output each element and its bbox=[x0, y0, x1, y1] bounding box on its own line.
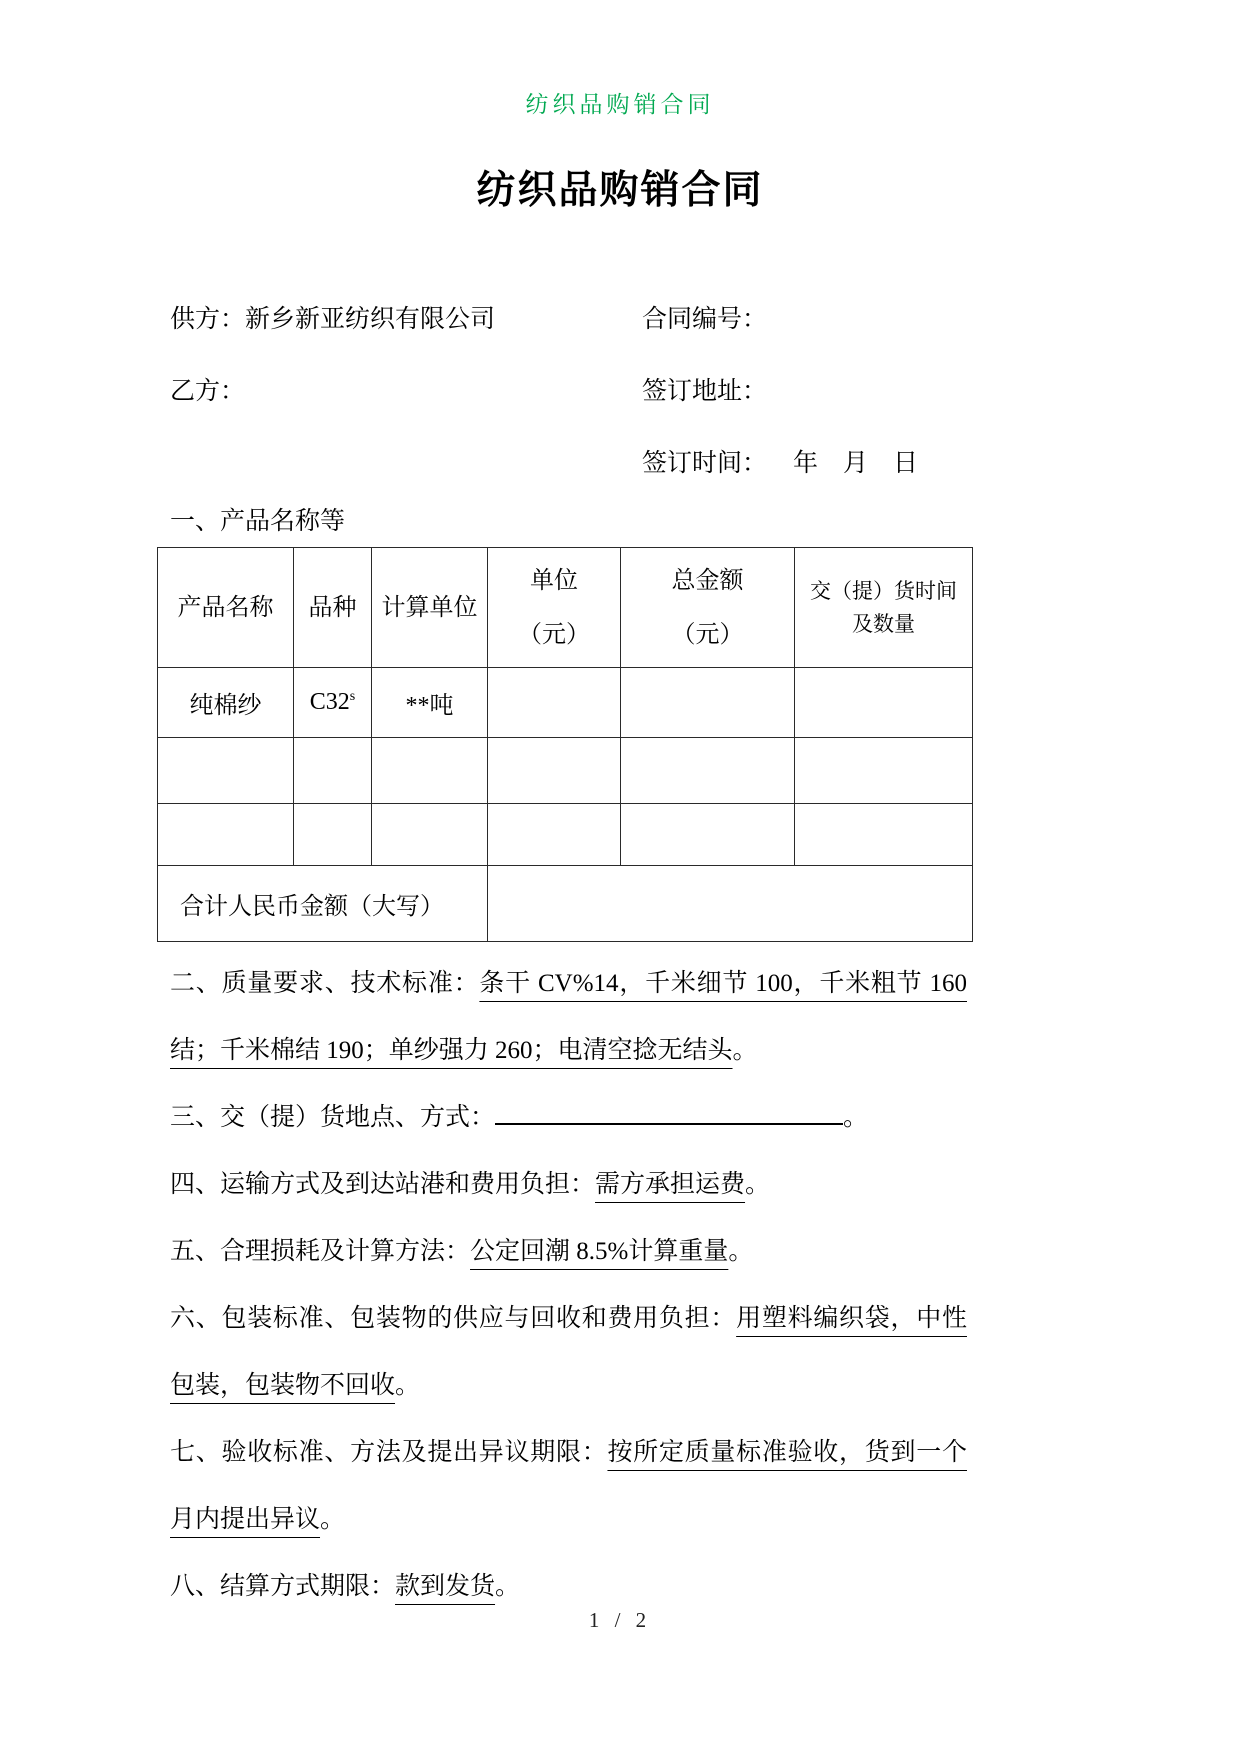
clause-suffix: 。 bbox=[843, 1104, 869, 1131]
buyer-label: 乙方： bbox=[170, 378, 246, 405]
clause-packaging bbox=[170, 1285, 967, 1419]
clause-quality-standard bbox=[170, 950, 967, 1084]
clause-underlined-text: 条干 CV%14，千米细节 100，千米粗节 160 结；千米棉结 190；单纱强力 260；电清空捻无结头 bbox=[170, 970, 967, 1064]
col-header-calc-unit: 计算单位 bbox=[372, 548, 488, 668]
cell-unit-price bbox=[488, 804, 621, 866]
cell-variety bbox=[294, 668, 372, 738]
table-row bbox=[158, 738, 973, 804]
clause-label: 四、运输方式及到达站港和费用负担： bbox=[170, 1171, 596, 1198]
col-header-product-name: 产品名称 bbox=[158, 548, 294, 668]
contract-no-line bbox=[642, 307, 975, 333]
clause-label: 八、结算方式期限： bbox=[170, 1573, 396, 1600]
clause-suffix: 。 bbox=[495, 1573, 521, 1600]
cell-calc-unit bbox=[372, 804, 488, 866]
total-amount-words-label: 合计人民币金额（大写） bbox=[158, 866, 488, 942]
buyer-line bbox=[170, 379, 642, 405]
cell-calc-unit bbox=[372, 738, 488, 804]
sign-address-line bbox=[642, 379, 975, 405]
variety-base: C32 bbox=[309, 689, 350, 715]
clause-suffix: 。 bbox=[395, 1372, 421, 1399]
clause-label: 二、质量要求、技术标准： bbox=[170, 970, 480, 997]
total-amount-words-value bbox=[488, 866, 973, 942]
supplier-label: 供方： bbox=[170, 306, 246, 333]
cell-unit-price bbox=[488, 738, 621, 804]
table-total-row bbox=[158, 866, 973, 942]
sign-address-label: 签订地址： bbox=[642, 378, 768, 405]
clause-suffix: 。 bbox=[320, 1506, 346, 1533]
cell-total-amount bbox=[621, 804, 795, 866]
supplier-line bbox=[170, 307, 642, 333]
sign-time-value: 年 月 日 bbox=[793, 450, 919, 477]
clause-underlined-text: 公定回潮 8.5%计算重量 bbox=[470, 1238, 729, 1265]
meta-spacer bbox=[170, 451, 642, 477]
col-header-variety: 品种 bbox=[294, 548, 372, 668]
page-number: 1 / 2 bbox=[588, 1608, 652, 1632]
col-header-unit-price: 单位 （元） bbox=[488, 548, 621, 668]
meta-row-2 bbox=[170, 379, 975, 405]
sign-time-line bbox=[642, 451, 975, 477]
clause-underlined-text: 按所定质量标准验收，货到一个月内提出异议 bbox=[170, 1439, 967, 1533]
table-row bbox=[158, 804, 973, 866]
contract-clauses bbox=[170, 950, 967, 1620]
clause-transport bbox=[170, 1151, 967, 1218]
cell-product-name bbox=[158, 804, 294, 866]
meta-row-3 bbox=[170, 451, 975, 477]
contract-meta bbox=[170, 307, 975, 477]
clause-suffix: 。 bbox=[732, 1037, 758, 1064]
cell-delivery bbox=[795, 804, 973, 866]
fill-in-blank bbox=[495, 1098, 843, 1125]
table-row bbox=[158, 668, 973, 738]
col-header-total-amount: 总金额 （元） bbox=[621, 548, 795, 668]
clause-underlined-text: 需方承担运费 bbox=[595, 1171, 746, 1198]
cell-delivery bbox=[795, 738, 973, 804]
cell-total-amount bbox=[621, 738, 795, 804]
cell-product-name bbox=[158, 738, 294, 804]
cell-product-name: 纯棉纱 bbox=[158, 668, 294, 738]
document-header-title: 纺织品购销合同 bbox=[525, 92, 715, 117]
cell-variety bbox=[294, 804, 372, 866]
col-header-delivery: 交（提）货时间 及数量 bbox=[795, 548, 973, 668]
cell-unit-price bbox=[488, 668, 621, 738]
clause-suffix: 。 bbox=[728, 1238, 754, 1265]
clause-underlined-text: 用塑料编织袋，中性包装，包装物不回收 bbox=[170, 1305, 967, 1399]
clause-delivery-place bbox=[170, 1084, 967, 1151]
clause-label: 七、验收标准、方法及提出异议期限： bbox=[170, 1439, 608, 1466]
table-header-row bbox=[158, 548, 973, 668]
page-title: 纺织品购销合同 bbox=[476, 169, 764, 212]
cell-variety bbox=[294, 738, 372, 804]
clause-loss-calculation bbox=[170, 1218, 967, 1285]
clause-suffix: 。 bbox=[745, 1171, 771, 1198]
variety-superscript: s bbox=[349, 689, 356, 704]
clause-label: 六、包装标准、包装物的供应与回收和费用负担： bbox=[170, 1305, 737, 1332]
product-table bbox=[157, 547, 973, 942]
contract-no-label: 合同编号： bbox=[642, 306, 768, 333]
section1-heading: 一、产品名称等 bbox=[170, 508, 346, 535]
meta-row-1 bbox=[170, 307, 975, 333]
clause-underlined-text: 款到发货 bbox=[395, 1573, 496, 1600]
supplier-name: 新乡新亚纺织有限公司 bbox=[245, 306, 496, 333]
clause-acceptance bbox=[170, 1419, 967, 1553]
cell-calc-unit: **吨 bbox=[372, 668, 488, 738]
clause-label: 三、交（提）货地点、方式： bbox=[170, 1104, 496, 1131]
clause-label: 五、合理损耗及计算方法： bbox=[170, 1238, 471, 1265]
sign-time-label: 签订时间： bbox=[642, 450, 768, 477]
cell-delivery bbox=[795, 668, 973, 738]
cell-total-amount bbox=[621, 668, 795, 738]
